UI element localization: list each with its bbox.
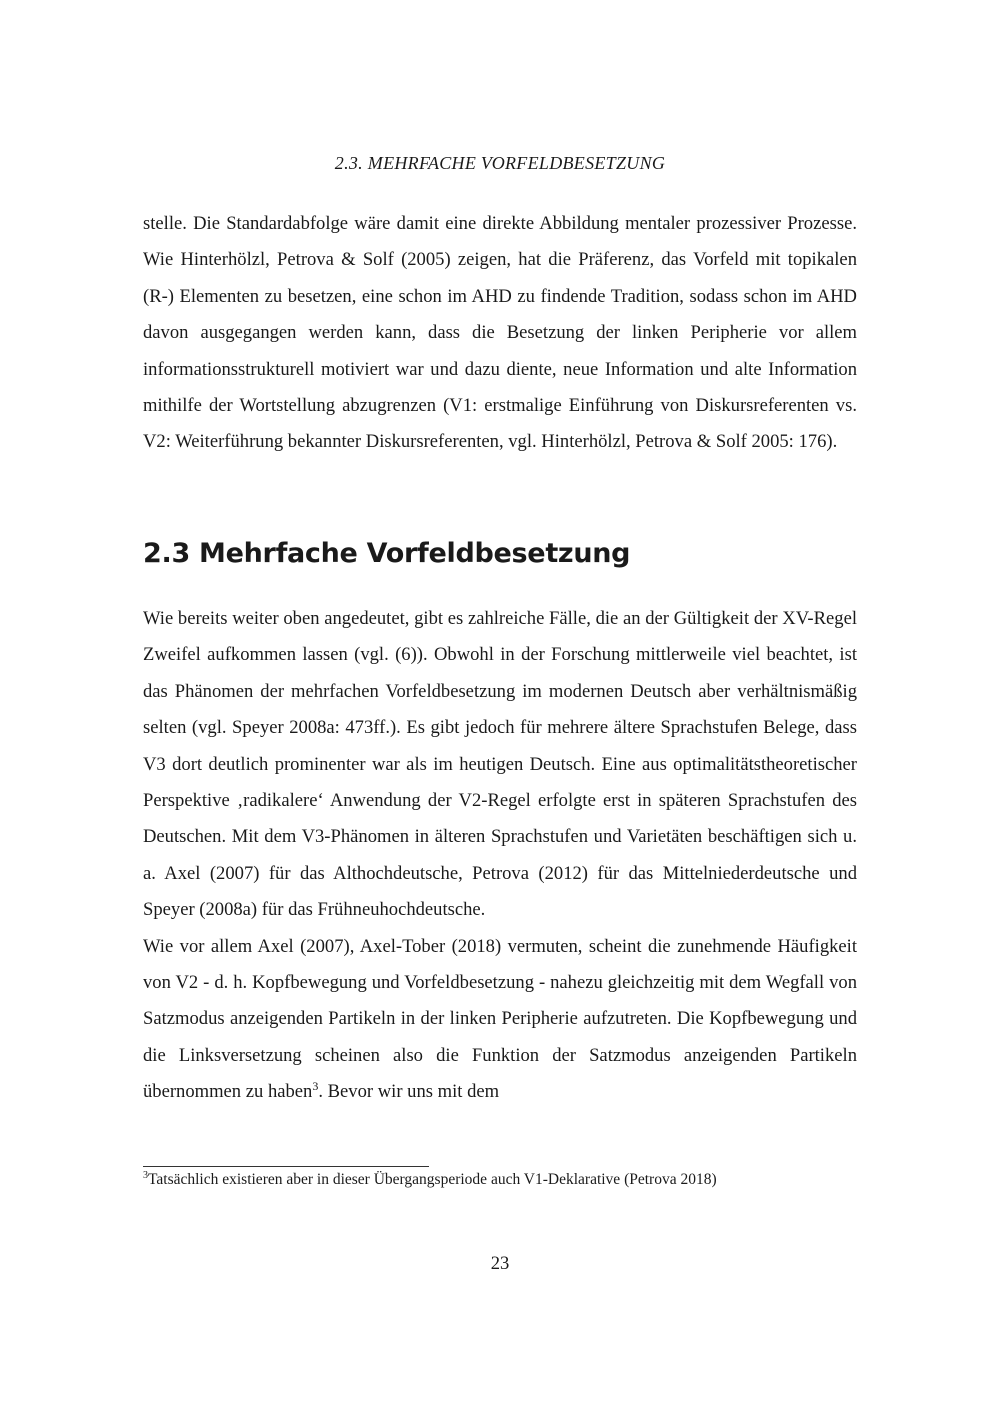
section-body [143,601,857,1111]
footnote-reference[interactable]: 3 [312,1079,319,1094]
page-number: 23 [490,1253,510,1274]
footnote-divider [143,1166,429,1167]
body-paragraph-1 [143,206,857,461]
section-heading [143,538,630,569]
footnote-text: Tatsächlich existieren aber in dieser Übergangsperiode auch V1-Deklarative (Petrova 2018) [148,1171,717,1188]
running-head: 2.3. MEHRFACHE VORFELDBESETZUNG [334,153,666,173]
body-paragraph-2: Wie bereits weiter oben angedeutet, gibt es zahlreiche Fälle, die an der Gültigkeit der XV-Regel Zweifel aufkommen lassen (vgl. (6)). Obwohl in der Forschung mittlerweile viel beachtet, ist das Phänomen der mehrfachen Vorfeldbesetzung im modernen Deutsch aber verhältnismäßig selten (vgl. Speyer 2008a: 473ff.). Es gibt jedoch für mehrere ältere Sprachstufen Belege, dass V3 dort deutlich prominenter war als im heutigen Deutsch. Eine aus optimalitätstheoretischer Perspektive ‚radikalere‘ Anwendung der V2-Regel erfolgte erst in späteren Sprachstufen des Deutschen. Mit dem V3-Phänomen in älteren Sprachstufen und Varietäten beschäftigen sich u. a. Axel (2007) für das Althochdeutsche, Petrova (2012) für das Mittelniederdeutsche und Speyer (2008a) für das Frühneuhochdeutsche. [143,608,857,921]
footnote-mark: 3 [143,1170,148,1181]
section-title: Mehrfache Vorfeldbesetzung [199,538,631,569]
section-number: 2.3 [143,538,190,569]
footnote [143,1170,857,1190]
paragraph-3-tail: . Bevor wir uns mit dem [318,1081,500,1103]
paragraph-text: stelle. Die Standardabfolge wäre damit eine direkte Abbildung mentaler prozessiver Prozesse. Wie Hinterhölzl, Petrova & Solf (2005) zeigen, hat die Präferenz, das Vorfeld mit topikalen (R-) Elementen zu besetzen, eine schon im AHD zu findende Tradition, sodass schon im AHD davon ausgegangen werden kann, dass die Besetzung der linken Peripherie vor allem informationsstrukturell motiviert war und dazu diente, neue Information und alte Information mithilfe der Wortstellung abzugrenzen (V1: erstmalige Einführung von Diskursreferenten vs. V2: Weiterführung bekannter Diskursreferenten, vgl. Hinterhölzl, Petrova & Solf 2005: 176). [143,213,857,453]
body-paragraph-3 [143,929,857,1111]
paragraph-3-text: Wie vor allem Axel (2007), Axel-Tober (2018) vermuten, scheint die zunehmende Häufigkeit von V2 - d. h. Kopfbewegung und Vorfeldbesetzung - nahezu gleichzeitig mit dem Wegfall von Satzmodus anzeigenden Partikeln in der linken Peripherie aufzutreten. Die Kopfbewegung und die Linksversetzung scheinen also die Funktion der Satzmodus anzeigenden Partikeln übernommen zu haben [143,935,857,1103]
